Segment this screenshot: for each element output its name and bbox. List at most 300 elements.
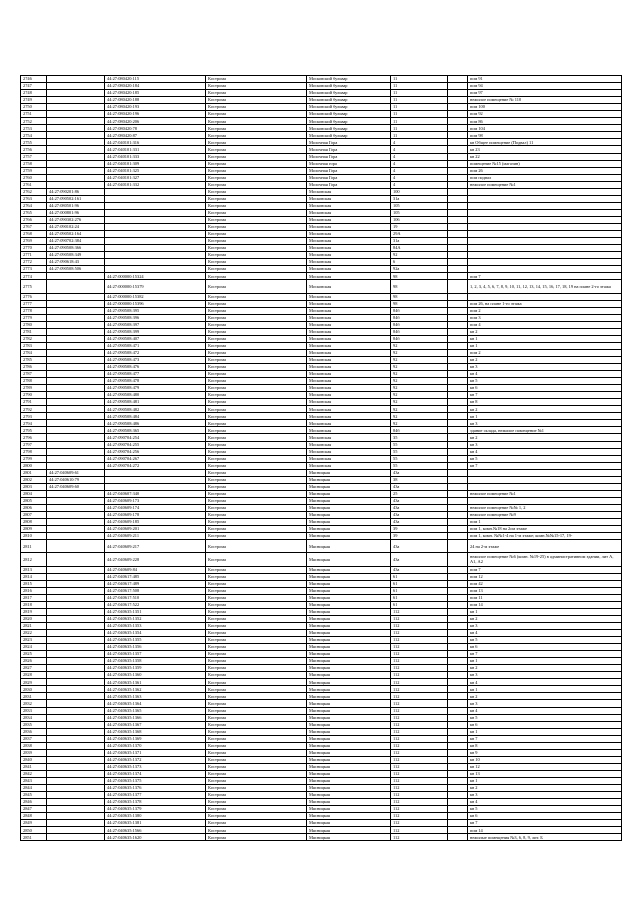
table-row [21,392,622,399]
land-cadastral-number-cell [47,462,105,469]
house-number-cell: 92 [391,385,448,392]
extra-cell-cell [448,427,468,434]
premises-cadastral-number-cell: 44:27:090508:399 [105,328,206,335]
street-cell: Московская [307,406,391,413]
extra-cell-cell [448,300,468,307]
land-cadastral-number-cell [47,293,105,300]
table-row [21,813,622,820]
row-number-cell: 2778 [21,307,47,314]
street-cell: Московский бульвар [307,97,391,104]
city-cell: Кострома [206,328,307,335]
city-cell: Кострома [206,420,307,427]
row-number-cell: 2818 [21,601,47,608]
row-number-cell: 2813 [21,566,47,573]
table-row [21,231,622,238]
row-number-cell: 2839 [21,749,47,756]
land-cadastral-number-cell [47,160,105,167]
table-row [21,553,622,566]
premises-description-cell: кв 5 [468,637,622,644]
street-cell: Мясницкая [307,608,391,615]
row-number-cell: 2831 [21,693,47,700]
premises-description-cell: пом 91 [468,76,622,83]
table-row [21,707,622,714]
table-row [21,371,622,378]
extra-cell-cell [448,280,468,293]
street-cell: Московская [307,321,391,328]
land-cadastral-number-cell [47,378,105,385]
premises-description-cell: кв 7 [468,651,622,658]
table-row [21,469,622,476]
street-cell: Мясницкая [307,700,391,707]
extra-cell-cell [448,406,468,413]
table-row [21,118,622,125]
city-cell: Кострома [206,448,307,455]
extra-cell-cell [448,342,468,349]
premises-cadastral-number-cell: 44:27:040635:1380 [105,813,206,820]
table-row [21,266,622,273]
street-cell: Мясницкая [307,749,391,756]
city-cell: Кострома [206,658,307,665]
street-cell: Московская [307,273,391,280]
table-row [21,594,622,601]
land-cadastral-number-cell [47,735,105,742]
land-cadastral-number-cell [47,799,105,806]
house-number-cell: 112 [391,629,448,636]
city-cell: Кострома [206,637,307,644]
street-cell: Московская [307,266,391,273]
premises-description-cell: нежилое помещение № 110 [468,97,622,104]
row-number-cell: 2815 [21,580,47,587]
premises-cadastral-number-cell: 44:27:090508:477 [105,371,206,378]
land-cadastral-number-cell [47,497,105,504]
premises-description-cell: кв 4 [468,448,622,455]
house-number-cell: 112 [391,813,448,820]
premises-cadastral-number-cell: 44:27:040635:1379 [105,806,206,813]
premises-description-cell [468,259,622,266]
land-cadastral-number-cell [47,615,105,622]
house-number-cell: 11 [391,83,448,90]
house-number-cell: 112 [391,707,448,714]
city-cell: Кострома [206,594,307,601]
house-number-cell: 112 [391,693,448,700]
street-cell: Мясницкая [307,644,391,651]
table-row [21,504,622,511]
row-number-cell: 2764 [21,202,47,209]
city-cell: Кострома [206,371,307,378]
premises-description-cell: пом 7 [468,566,622,573]
premises-cadastral-number-cell: 44:27:090704:272 [105,462,206,469]
table-row [21,399,622,406]
land-cadastral-number-cell: 44:27:080501:96 [47,202,105,209]
premises-cadastral-number-cell: 44:27:040635:1377 [105,792,206,799]
premises-cadastral-number-cell: 44:27:080420:115 [105,76,206,83]
row-number-cell: 2787 [21,371,47,378]
land-cadastral-number-cell [47,834,105,841]
row-number-cell: 2811 [21,540,47,553]
premises-description-cell: помещение №15 (магазин) [468,160,622,167]
extra-cell-cell [448,806,468,813]
extra-cell-cell [448,434,468,441]
street-cell: Московский бульвар [307,125,391,132]
land-cadastral-number-cell [47,686,105,693]
house-number-cell: 112 [391,651,448,658]
city-cell: Кострома [206,167,307,174]
street-cell: Московская [307,385,391,392]
extra-cell-cell [448,483,468,490]
street-cell: Мясницкая [307,707,391,714]
city-cell: Кострома [206,342,307,349]
row-number-cell: 2777 [21,300,47,307]
premises-description-cell: кв 3 [468,700,622,707]
premises-description-cell: нежилое помещение №1 [468,181,622,188]
city-cell: Кострома [206,245,307,252]
premises-cadastral-number-cell: 44:27:040635:1359 [105,665,206,672]
extra-cell-cell [448,111,468,118]
extra-cell-cell [448,385,468,392]
premises-cadastral-number-cell [105,252,206,259]
land-cadastral-number-cell [47,679,105,686]
extra-cell-cell [448,629,468,636]
city-cell: Кострома [206,770,307,777]
premises-cadastral-number-cell: 44:27:090508:473 [105,356,206,363]
row-number-cell: 2768 [21,231,47,238]
row-number-cell: 2836 [21,728,47,735]
row-number-cell: 2827 [21,665,47,672]
city-cell: Кострома [206,378,307,385]
extra-cell-cell [448,314,468,321]
city-cell: Кострома [206,504,307,511]
table-row [21,644,622,651]
house-number-cell: 61 [391,580,448,587]
house-number-cell: 84б [391,328,448,335]
extra-cell-cell [448,328,468,335]
row-number-cell: 2851 [21,834,47,841]
premises-description-cell: кв 1 [468,777,622,784]
city-cell: Кострома [206,125,307,132]
house-number-cell: 11 [391,111,448,118]
city-cell: Кострома [206,300,307,307]
table-row [21,97,622,104]
extra-cell-cell [448,181,468,188]
city-cell: Кострома [206,259,307,266]
premises-cadastral-number-cell: 44:27:040609:174 [105,504,206,511]
premises-description-cell: кв 6 [468,721,622,728]
city-cell: Кострома [206,820,307,827]
land-cadastral-number-cell [47,153,105,160]
table-row [21,608,622,615]
row-number-cell: 2800 [21,462,47,469]
row-number-cell: 2749 [21,97,47,104]
land-cadastral-number-cell: 44:27:090302:276 [47,216,105,223]
house-number-cell: 92 [391,406,448,413]
street-cell: Мясницкая [307,770,391,777]
row-number-cell: 2822 [21,629,47,636]
land-cadastral-number-cell [47,434,105,441]
house-number-cell: 55 [391,441,448,448]
house-number-cell: 98 [391,293,448,300]
premises-description-cell: кв 7 [468,392,622,399]
premises-cadastral-number-cell: 44:27:040101:309 [105,160,206,167]
street-cell: Молочная Гора [307,174,391,181]
street-cell: Мясницкая [307,573,391,580]
row-number-cell: 2786 [21,364,47,371]
house-number-cell: 92а [391,266,448,273]
premises-description-cell: пом 12 [468,573,622,580]
table-row [21,132,622,139]
row-number-cell: 2848 [21,813,47,820]
city-cell: Кострома [206,83,307,90]
city-cell: Кострома [206,153,307,160]
house-number-cell: 11 [391,90,448,97]
city-cell: Кострома [206,580,307,587]
land-cadastral-number-cell [47,335,105,342]
street-cell: Мясницкая [307,504,391,511]
premises-description-cell: нежилое помещение №№ 1, 2 [468,504,622,511]
house-number-cell: 38 [391,476,448,483]
house-number-cell: 105 [391,202,448,209]
street-cell: Мясницкая [307,721,391,728]
street-cell: Мясницкая [307,728,391,735]
row-number-cell: 2804 [21,490,47,497]
premises-description-cell: нежилые помещения №3, 6, 8, 9, лит. Б [468,834,622,841]
city-cell: Кострома [206,307,307,314]
extra-cell-cell [448,686,468,693]
row-number-cell: 2820 [21,615,47,622]
premises-cadastral-number-cell: 44:27:090704:256 [105,448,206,455]
land-cadastral-number-cell [47,707,105,714]
street-cell: Московский бульвар [307,118,391,125]
house-number-cell: 112 [391,700,448,707]
city-cell: Кострома [206,90,307,97]
street-cell: Мясницкая [307,777,391,784]
row-number-cell: 2798 [21,448,47,455]
land-cadastral-number-cell [47,533,105,540]
street-cell: Московская [307,293,391,300]
premises-cadastral-number-cell [105,469,206,476]
extra-cell-cell [448,139,468,146]
land-cadastral-number-cell [47,385,105,392]
land-cadastral-number-cell [47,672,105,679]
house-number-cell: 112 [391,679,448,686]
premises-description-cell: кв 2 [468,356,622,363]
land-cadastral-number-cell [47,728,105,735]
premises-description-cell: 1, 2, 3, 4, 5, 6, 7, 8, 9, 10, 11, 12, 13, 14, 15, 16, 17, 18, 19 на плане 2-го этажа [468,280,622,293]
table-row [21,223,622,230]
premises-description-cell: пом 4 [468,321,622,328]
premises-description-cell: кв 2 [468,615,622,622]
house-number-cell: 43а [391,504,448,511]
land-cadastral-number-cell [47,413,105,420]
premises-cadastral-number-cell [105,245,206,252]
street-cell: Московский бульвар [307,90,391,97]
premises-description-cell: кв 9 [468,749,622,756]
land-cadastral-number-cell: 44:27:090102:24 [47,223,105,230]
extra-cell-cell [448,441,468,448]
premises-description-cell: пом 3 [468,314,622,321]
premises-description-cell: пом 14 [468,601,622,608]
premises-description-cell: пом 13 [468,587,622,594]
row-number-cell: 2828 [21,672,47,679]
extra-cell-cell [448,413,468,420]
row-number-cell: 2849 [21,820,47,827]
house-number-cell: 55 [391,448,448,455]
city-cell: Кострома [206,455,307,462]
street-cell: Московская [307,195,391,202]
land-cadastral-number-cell [47,356,105,363]
table-row [21,462,622,469]
premises-cadastral-number-cell: 44:27:090508:480 [105,392,206,399]
extra-cell-cell [448,252,468,259]
premises-description-cell [468,252,622,259]
premises-description-cell: пом 1, комн.№18 на 2ом этаже [468,526,622,533]
extra-cell-cell [448,827,468,834]
city-cell: Кострома [206,777,307,784]
row-number-cell: 2823 [21,637,47,644]
extra-cell-cell [448,273,468,280]
premises-cadastral-number-cell: 44:27:080420:188 [105,97,206,104]
premises-cadastral-number-cell: 44:27:080420:196 [105,111,206,118]
premises-cadastral-number-cell: 44:27:040635:1366 [105,714,206,721]
premises-cadastral-number-cell: 44:27:040607:340 [105,490,206,497]
city-cell: Кострома [206,252,307,259]
house-number-cell: 31а [391,195,448,202]
land-cadastral-number-cell [47,721,105,728]
table-row [21,497,622,504]
city-cell: Кострома [206,553,307,566]
city-cell: Кострома [206,792,307,799]
house-number-cell: 112 [391,834,448,841]
house-number-cell: 4 [391,146,448,153]
house-number-cell: 11 [391,125,448,132]
street-cell: Московский бульвар [307,132,391,139]
house-number-cell: 43а [391,553,448,566]
extra-cell-cell [448,76,468,83]
land-cadastral-number-cell: 44:27:090618:43 [47,259,105,266]
extra-cell-cell [448,799,468,806]
table-row [21,328,622,335]
table-row [21,307,622,314]
street-cell: Московская [307,462,391,469]
row-number-cell: 2792 [21,406,47,413]
table-row [21,427,622,434]
land-cadastral-number-cell [47,580,105,587]
row-number-cell: 2757 [21,153,47,160]
land-cadastral-number-cell [47,448,105,455]
table-row [21,629,622,636]
land-cadastral-number-cell [47,792,105,799]
table-body [21,76,622,841]
premises-description-cell: пом 104 [468,125,622,132]
table-row [21,763,622,770]
extra-cell-cell [448,83,468,90]
house-number-cell: 39 [391,526,448,533]
street-cell: Московская [307,202,391,209]
premises-description-cell: пом 97 [468,90,622,97]
house-number-cell: 4 [391,167,448,174]
house-number-cell: 43а [391,512,448,519]
premises-description-cell: пом 2 [468,349,622,356]
table-row [21,434,622,441]
premises-cadastral-number-cell: 44:27:040635:1358 [105,658,206,665]
house-number-cell: 43а [391,566,448,573]
table-row [21,573,622,580]
row-number-cell: 2746 [21,76,47,83]
street-cell: Московский бульвар [307,76,391,83]
extra-cell-cell [448,448,468,455]
table-row [21,721,622,728]
extra-cell-cell [448,707,468,714]
house-number-cell: 98 [391,273,448,280]
premises-description-cell: кв 7 [468,820,622,827]
street-cell: Мясницкая [307,490,391,497]
land-cadastral-number-cell [47,742,105,749]
land-cadastral-number-cell [47,280,105,293]
premises-description-cell: пом 92 [468,111,622,118]
premises-cadastral-number-cell: 44:27:080420:206 [105,118,206,125]
table-row [21,672,622,679]
street-cell: Мясницкая [307,540,391,553]
premises-cadastral-number-cell: 44:27:040635:1351 [105,608,206,615]
premises-cadastral-number-cell: 44:27:040635:1361 [105,679,206,686]
premises-description-cell: кв 2 [468,434,622,441]
extra-cell-cell [448,266,468,273]
extra-cell-cell [448,519,468,526]
extra-cell-cell [448,364,468,371]
table-row [21,90,622,97]
extra-cell-cell [448,104,468,111]
table-row [21,181,622,188]
city-cell: Кострома [206,160,307,167]
premises-description-cell: пом 94 [468,83,622,90]
house-number-cell: 84А [391,245,448,252]
extra-cell-cell [448,118,468,125]
table-row [21,300,622,307]
city-cell: Кострома [206,188,307,195]
premises-description-cell: кв 5 [468,378,622,385]
street-cell: Мясницкая [307,686,391,693]
house-number-cell: 6 [391,259,448,266]
row-number-cell: 2850 [21,827,47,834]
land-cadastral-number-cell [47,392,105,399]
city-cell: Кострома [206,806,307,813]
street-cell: Московская [307,300,391,307]
land-cadastral-number-cell [47,763,105,770]
street-cell: Московская [307,420,391,427]
house-number-cell: 112 [391,742,448,749]
street-cell: Мясницкая [307,834,391,841]
table-row [21,293,622,300]
land-cadastral-number-cell: 44:27:090702:384 [47,238,105,245]
row-number-cell: 2829 [21,679,47,686]
house-number-cell: 112 [391,756,448,763]
house-number-cell: 61 [391,587,448,594]
extra-cell-cell [448,392,468,399]
street-cell: Московская [307,307,391,314]
city-cell: Кострома [206,693,307,700]
premises-cadastral-number-cell: 44:27:090704:254 [105,434,206,441]
row-number-cell: 2770 [21,245,47,252]
street-cell: Мясницкая [307,601,391,608]
row-number-cell: 2752 [21,118,47,125]
land-cadastral-number-cell [47,111,105,118]
premises-description-cell: пом 1, комн. №№1-4 на 1-м этаже; комн.№№15-17, 19- [468,533,622,540]
street-cell: Молочная Гора [307,153,391,160]
extra-cell-cell [448,293,468,300]
premises-description-cell [468,188,622,195]
premises-description-cell: пом 1 [468,519,622,526]
row-number-cell: 2847 [21,806,47,813]
row-number-cell: 2754 [21,132,47,139]
